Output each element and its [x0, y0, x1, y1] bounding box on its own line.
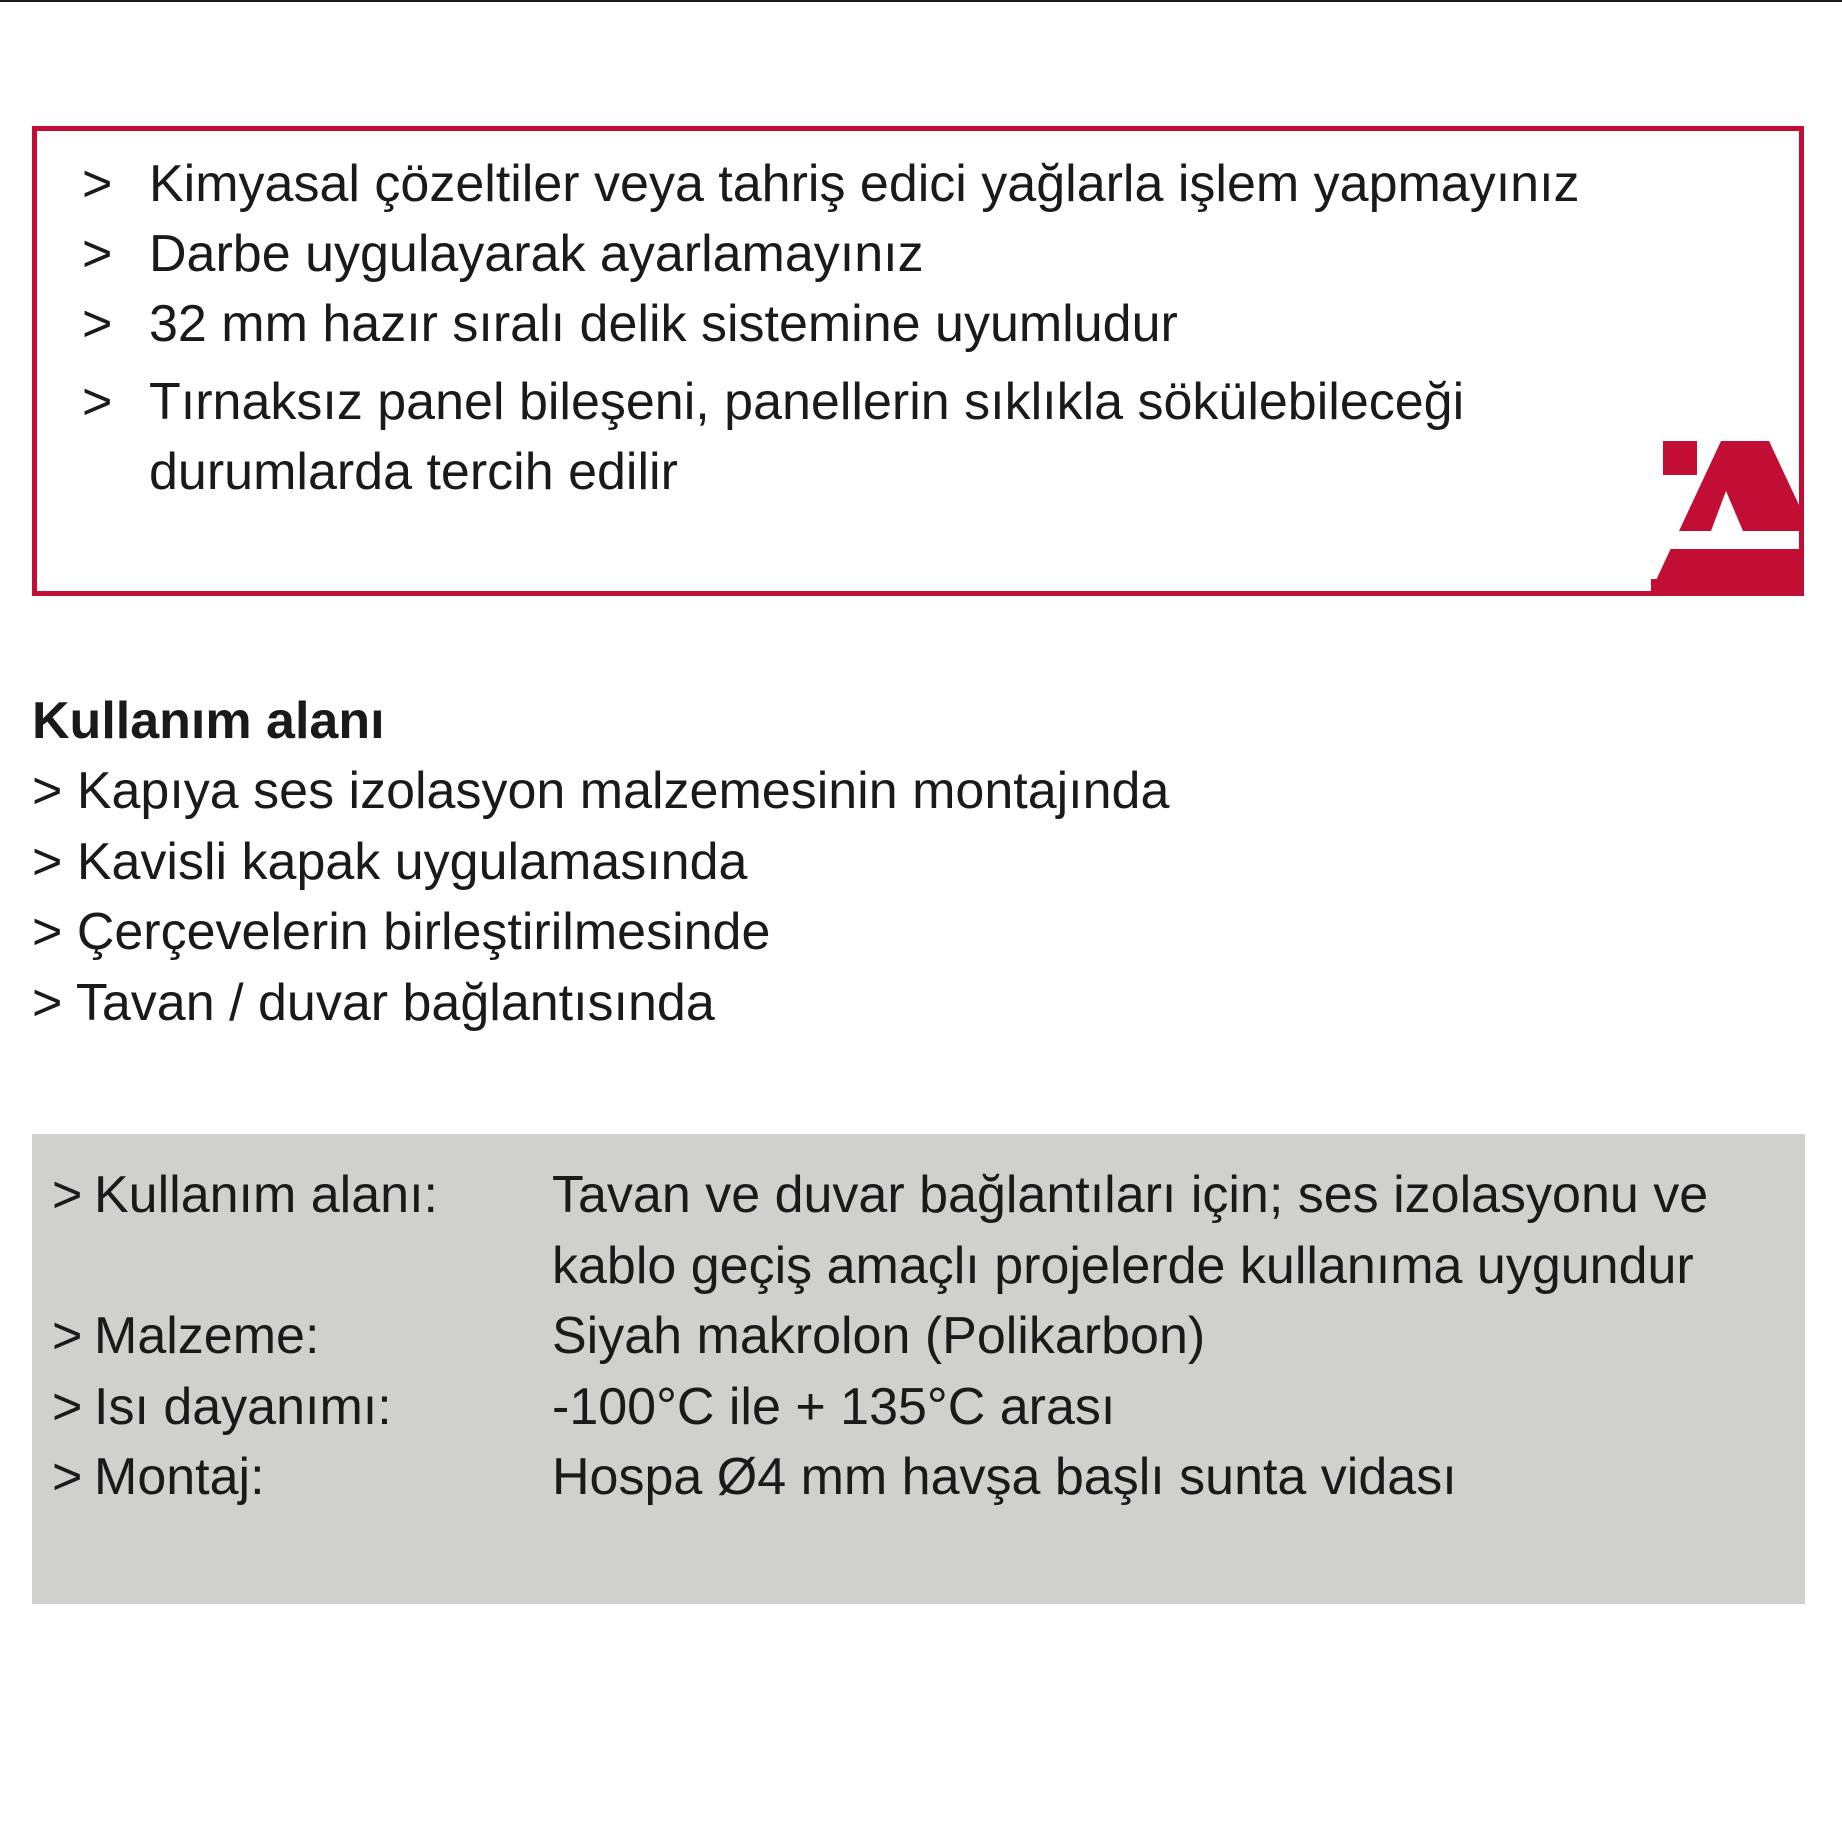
spec-value: -100°C ile + 135°C arası: [552, 1377, 1116, 1436]
usage-item: > Çerçevelerin birleştirilmesinde: [32, 903, 771, 961]
spec-row: [52, 1160, 1792, 1301]
usage-section: [32, 686, 1169, 1038]
spec-table: [52, 1160, 1792, 1513]
notice-item-text: Darbe uygulayarak ayarlamayınız: [149, 225, 924, 283]
notice-item: [37, 219, 1709, 289]
notice-item-text: 32 mm hazır sıralı delik sistemine uyumludur: [149, 295, 1178, 353]
usage-list: [32, 756, 1169, 1038]
bullet-marker: >: [82, 373, 113, 431]
notice-item: [37, 149, 1709, 219]
spec-label: Malzeme:: [94, 1307, 320, 1365]
spec-value: Siyah makrolon (Polikarbon): [552, 1307, 1206, 1365]
notice-item: [37, 289, 1709, 359]
usage-item: > Tavan / duvar bağlantısında: [32, 973, 715, 1032]
bullet-marker: >: [82, 155, 113, 213]
spec-label-cell: [52, 1372, 552, 1443]
notice-item-text: Kimyasal çözeltiler veya tahriş edici yağlarla işlem yapmayınız: [149, 155, 1580, 213]
usage-item: > Kavisli kapak uygulamasında: [32, 832, 748, 891]
spec-label: Isı dayanımı:: [94, 1377, 392, 1436]
top-divider: [0, 0, 1842, 2]
spec-panel: [32, 1134, 1805, 1604]
spec-value: Tavan ve duvar bağlantıları için; ses izolasyonu ve kablo geçiş amaçlı projelerde kullanıma uygundur: [552, 1166, 1709, 1295]
spec-row: [52, 1372, 1792, 1443]
usage-title: Kullanım alanı: [32, 692, 385, 750]
bullet-marker: >: [52, 1307, 83, 1365]
bullet-marker: >: [82, 295, 113, 353]
spec-label-cell: [52, 1301, 552, 1372]
bullet-marker: >: [52, 1448, 83, 1506]
bullet-marker: >: [52, 1377, 83, 1436]
notice-list: [37, 149, 1709, 507]
notice-item: [37, 367, 1709, 507]
spec-value: Hospa Ø4 mm havşa başlı sunta vidası: [552, 1448, 1457, 1506]
bullet-marker: >: [52, 1166, 83, 1224]
notice-item-text: Tırnaksız panel bileşeni, panellerin sıklıkla sökülebileceği durumlarda tercih edilir: [149, 373, 1465, 501]
hafele-logo-icon: [1651, 431, 1799, 591]
spec-row: [52, 1442, 1792, 1513]
usage-item: > Kapıya ses izolasyon malzemesinin montajında: [32, 762, 1170, 820]
notice-box: [32, 126, 1804, 596]
spec-row: [52, 1301, 1792, 1372]
spec-label: Kullanım alanı:: [94, 1166, 438, 1224]
spec-label-cell: [52, 1160, 552, 1301]
spec-label-cell: [52, 1442, 552, 1513]
bullet-marker: >: [82, 225, 113, 283]
spec-label: Montaj:: [94, 1448, 265, 1506]
